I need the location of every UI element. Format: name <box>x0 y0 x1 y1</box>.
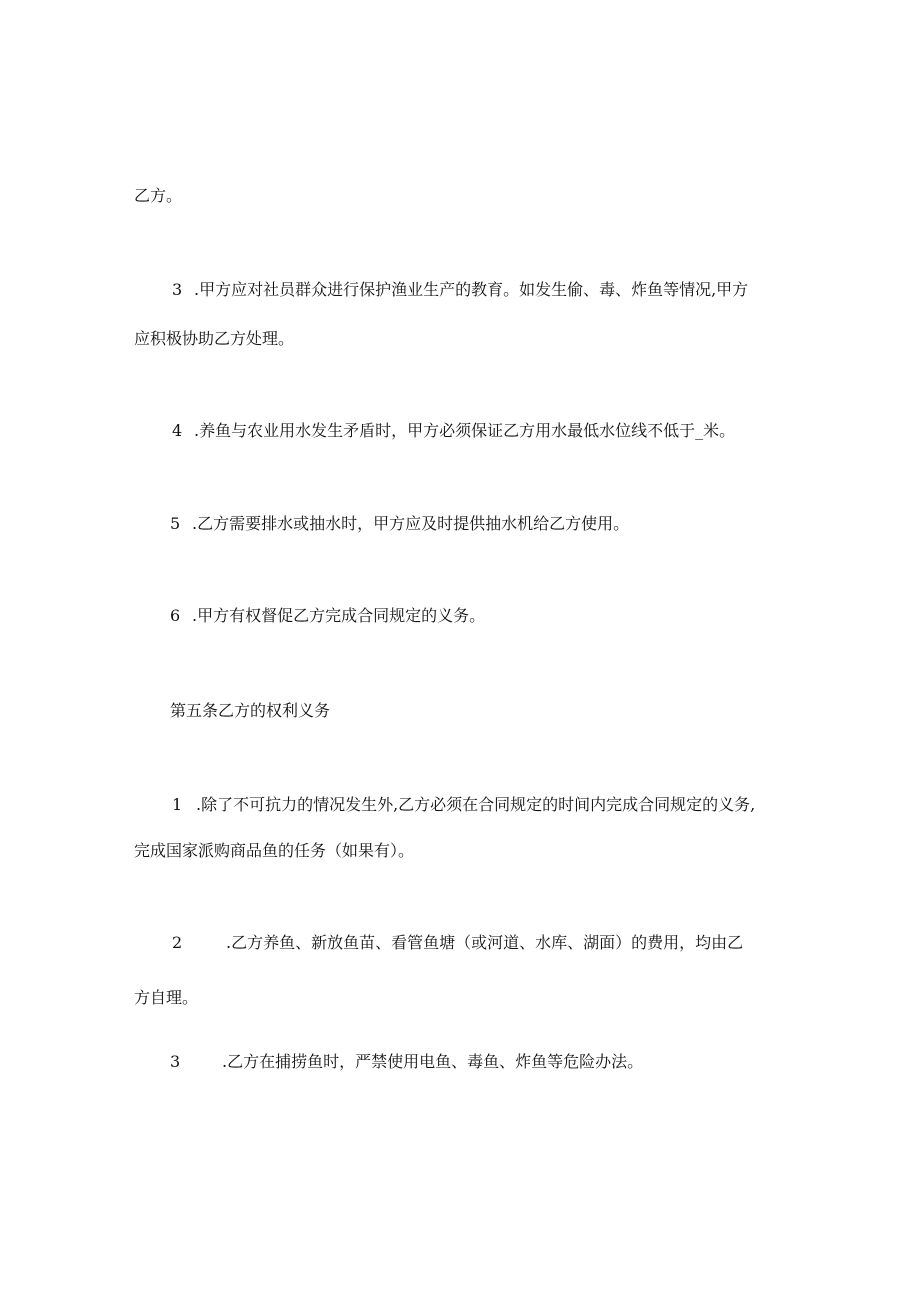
item-number: 6 <box>170 606 181 625</box>
item-text: .甲方有权督促乙方完成合同规定的义务。 <box>192 606 486 625</box>
item-text-continued: 完成国家派购商品鱼的任务（如果有）。 <box>134 841 415 860</box>
section-heading: 第五条乙方的权利义务 <box>170 701 331 720</box>
item-text: .乙方在捕捞鱼时，严禁使用电鱼、毒鱼、炸鱼等危险办法。 <box>222 1052 644 1071</box>
item-text: .除了不可抗力的情况发生外,乙方必须在合同规定的时间内完成合同规定的义务, <box>196 795 756 814</box>
item-text-continued: 应积极协助乙方处理。 <box>134 329 295 348</box>
item-number: 2 <box>172 933 183 952</box>
paragraph-continuation: 乙方。 <box>134 186 183 205</box>
item-text: .养鱼与农业用水发生矛盾时，甲方必须保证乙方用水最低水位线不低于_米。 <box>194 421 736 440</box>
item-text-continued: 方自理。 <box>134 988 199 1007</box>
item-text: .乙方需要排水或抽水时，甲方应及时提供抽水机给乙方使用。 <box>192 514 630 533</box>
item-number: 3 <box>172 280 183 299</box>
item-number: 5 <box>170 514 181 533</box>
item-text: .甲方应对社员群众进行保护渔业生产的教育。如发生偷、毒、炸鱼等情况,甲方 <box>194 280 749 299</box>
item-number: 3 <box>170 1052 181 1071</box>
item-number: 4 <box>172 421 183 440</box>
item-number: 1 <box>172 795 183 814</box>
item-text: .乙方养鱼、新放鱼苗、看管鱼塘（或河道、水库、湖面）的费用，均由乙 <box>226 933 744 952</box>
